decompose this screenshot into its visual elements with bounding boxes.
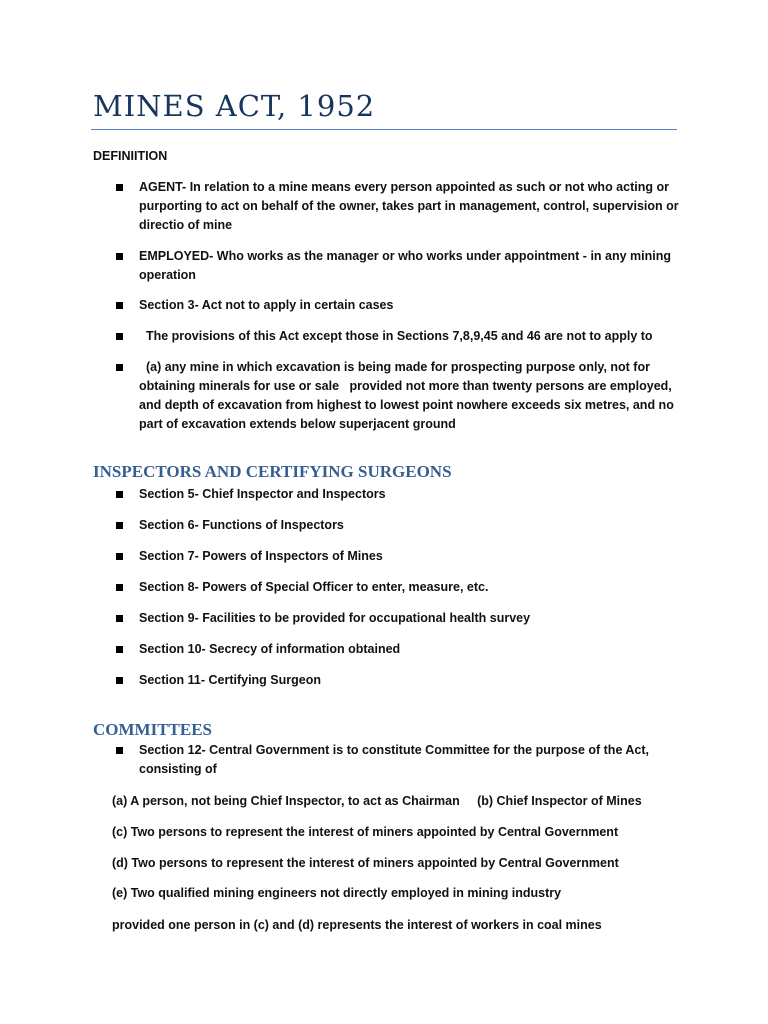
inspectors-item-section-10: Section 10- Secrecy of information obtained — [139, 642, 401, 656]
bullet-icon — [116, 522, 123, 529]
committee-line-c: (c) Two persons to represent the interest of miners appointed by Central Government — [112, 825, 619, 839]
definition-item-employed: EMPLOYED- Who works as the manager or who works under appointment - in any mining operation — [139, 249, 672, 282]
inspectors-item-section-7: Section 7- Powers of Inspectors of Mines — [139, 549, 383, 563]
committees-heading: COMMITTEES — [93, 720, 213, 739]
definition-item-provisions: The provisions of this Act except those in Sections 7,8,9,45 and 46 are not to apply to — [139, 329, 653, 343]
bullet-icon — [116, 615, 123, 622]
bullet-icon — [116, 184, 123, 191]
bullet-icon — [116, 491, 123, 498]
bullet-icon — [116, 677, 123, 684]
definition-item-exception-a: (a) any mine in which excavation is being made for prospecting purpose only, not for obtaining minerals for use or sale provided not more than twenty persons are employed, and depth of excavation from highest to lowest point nowhere exceeds six metres, and no part of excavation extends below superjacent ground — [139, 360, 678, 431]
title-underline — [91, 129, 677, 130]
inspectors-item-section-9: Section 9- Facilities to be provided for occupational health survey — [139, 611, 531, 625]
bullet-icon — [116, 553, 123, 560]
committee-line-e: (e) Two qualified mining engineers not directly employed in mining industry — [112, 886, 562, 900]
inspectors-item-section-6: Section 6- Functions of Inspectors — [139, 518, 344, 532]
bullet-icon — [116, 584, 123, 591]
definition-label: DEFINIITION — [93, 149, 168, 163]
bullet-icon — [116, 364, 123, 371]
bullet-icon — [116, 302, 123, 309]
definition-item-section-3: Section 3- Act not to apply in certain cases — [139, 298, 394, 312]
committees-item-section-12: Section 12- Central Government is to constitute Committee for the purpose of the Act, consisting of — [139, 743, 650, 776]
inspectors-item-section-5: Section 5- Chief Inspector and Inspectors — [139, 487, 386, 501]
bullet-icon — [116, 646, 123, 653]
bullet-icon — [116, 333, 123, 340]
bullet-icon — [116, 253, 123, 260]
inspectors-item-section-11: Section 11- Certifying Surgeon — [139, 673, 321, 687]
definition-item-agent: AGENT- In relation to a mine means every person appointed as such or not who acting or purporting to act on behalf of the owner, takes part in management, control, supervision or directio of mine — [139, 180, 679, 232]
committee-line-a-b: (a) A person, not being Chief Inspector, to act as Chairman (b) Chief Inspector of Mines — [112, 794, 642, 808]
document-title: MINES ACT, 1952 — [93, 89, 376, 123]
committee-line-d: (d) Two persons to represent the interest of miners appointed by Central Government — [112, 856, 619, 870]
inspectors-heading: INSPECTORS AND CERTIFYING SURGEONS — [93, 462, 452, 481]
bullet-icon — [116, 747, 123, 754]
inspectors-item-section-8: Section 8- Powers of Special Officer to enter, measure, etc. — [139, 580, 489, 594]
committee-proviso: provided one person in (c) and (d) represents the interest of workers in coal mines — [112, 918, 602, 932]
